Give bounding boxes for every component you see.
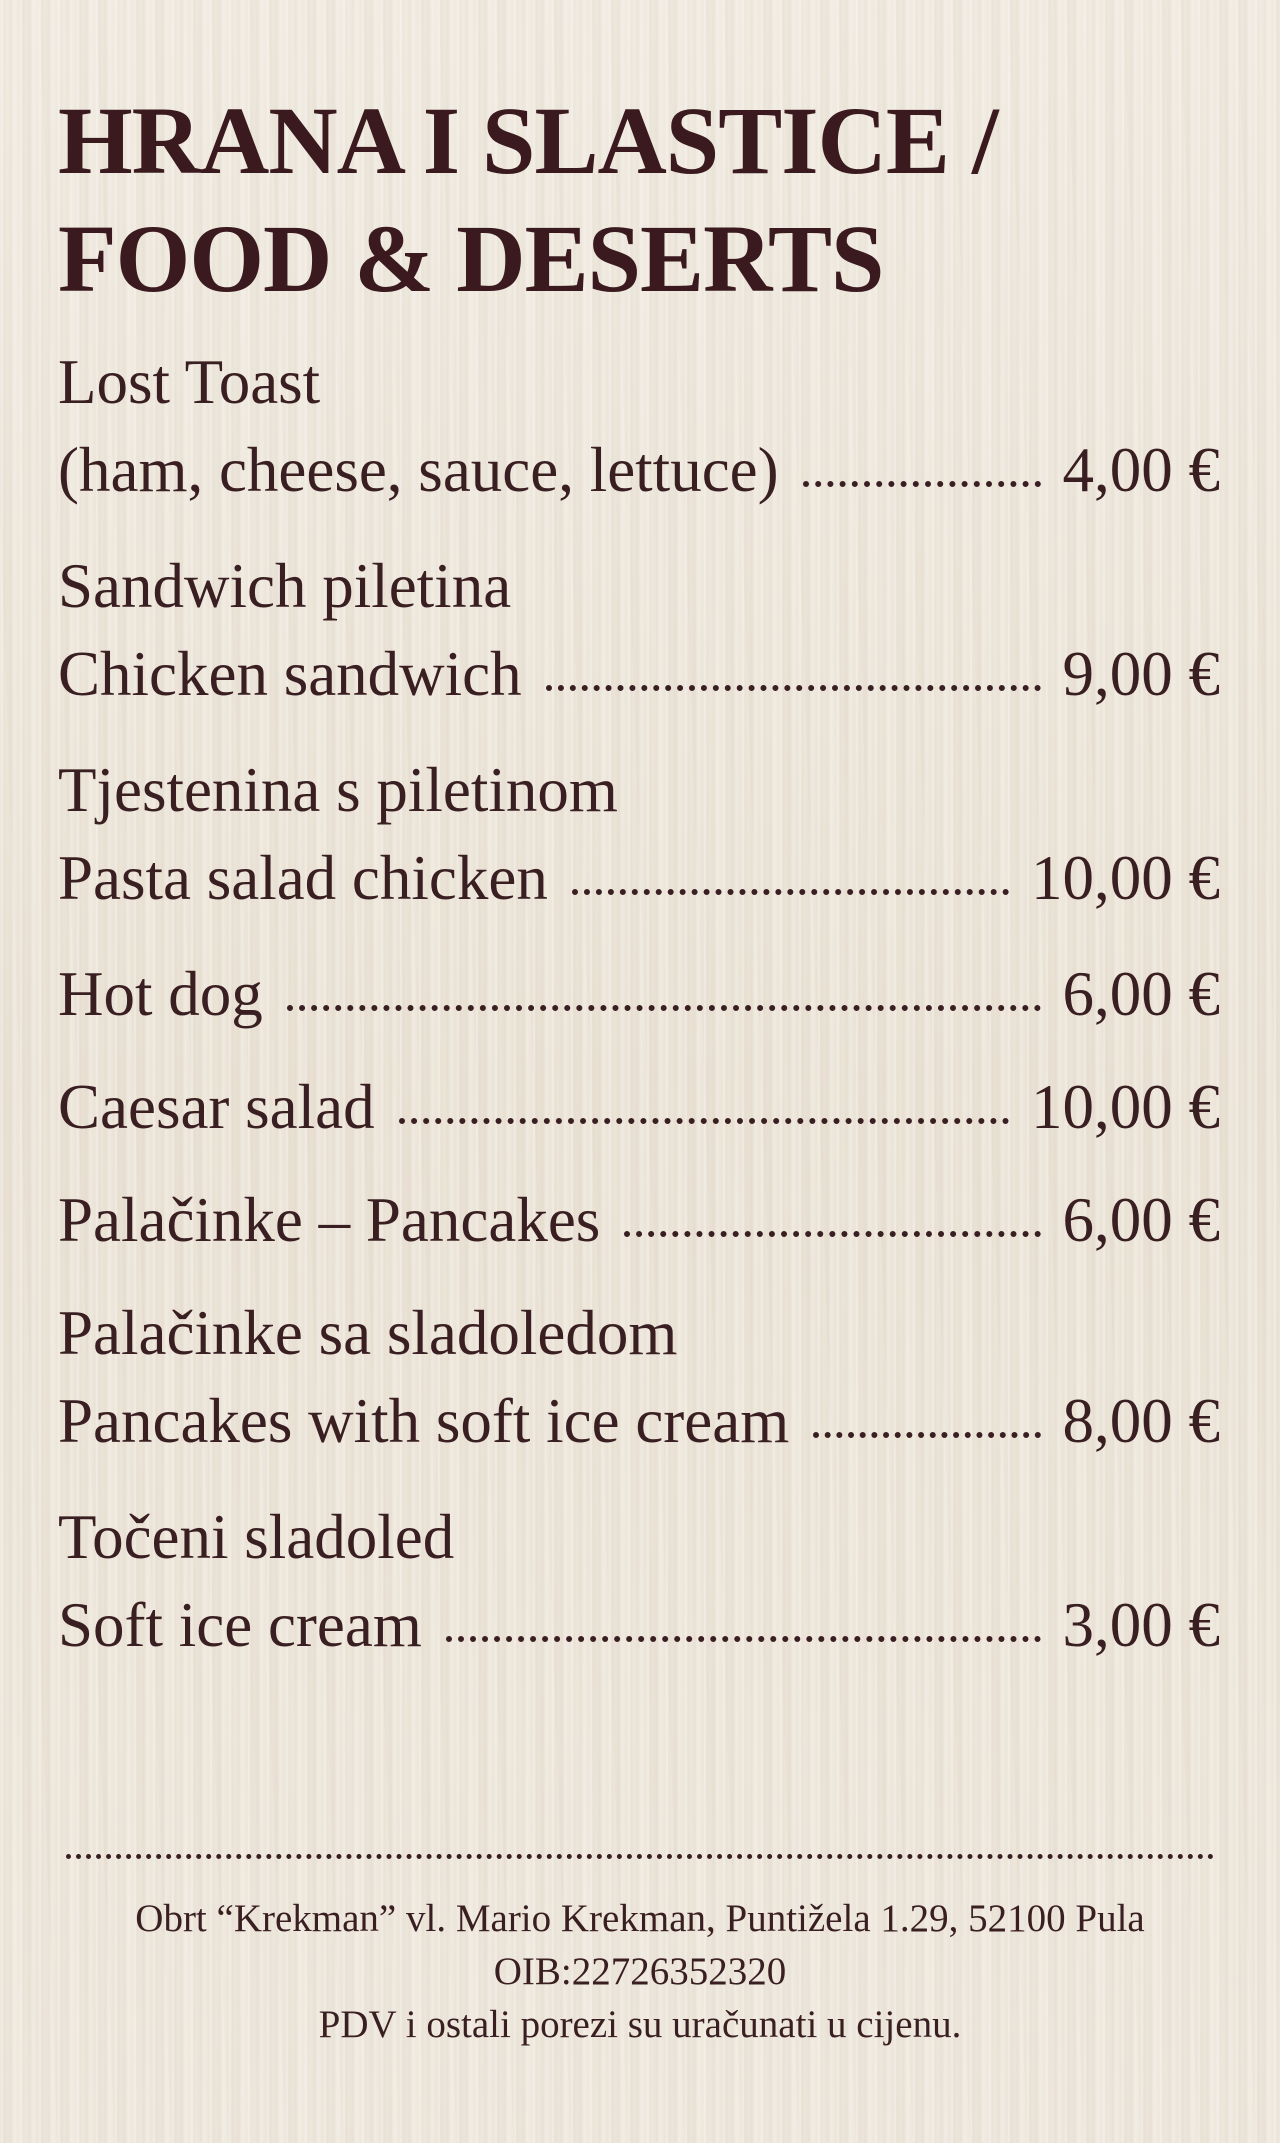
- dot-leader: [572, 889, 1009, 895]
- item-price: 10,00 €: [1031, 1072, 1220, 1142]
- item-name: Caesar salad: [58, 1072, 375, 1142]
- item-name-en: Soft ice cream: [58, 1590, 422, 1660]
- item-price: 6,00 €: [1062, 959, 1220, 1029]
- menu-list: [58, 338, 1220, 1697]
- menu-item-hot-dog: [58, 950, 1220, 1038]
- item-name-en: (ham, cheese, sauce, lettuce): [58, 435, 779, 505]
- item-name-en: Pancakes with soft ice cream: [58, 1386, 790, 1456]
- item-price: 10,00 €: [1031, 843, 1220, 913]
- dot-leader: [803, 481, 1041, 487]
- item-name-hr: Palačinke sa sladoledom: [58, 1298, 678, 1368]
- item-price: 6,00 €: [1062, 1185, 1220, 1255]
- item-price: 3,00 €: [1062, 1590, 1220, 1660]
- item-name-en: Pasta salad chicken: [58, 843, 548, 913]
- menu-title: [58, 82, 998, 318]
- item-name: Palačinke – Pancakes: [58, 1185, 601, 1255]
- item-name-hr: Točeni sladoled: [58, 1502, 455, 1572]
- menu-item-caesar-salad: [58, 1063, 1220, 1151]
- menu-title-line-1: HRANA I SLASTICE /: [58, 87, 998, 194]
- menu-item-pasta-salad: [58, 746, 1220, 922]
- footer-oib: OIB:22726352320: [493, 1950, 787, 1993]
- dot-leader: [546, 685, 1041, 691]
- item-name-hr: Sandwich piletina: [58, 551, 512, 621]
- dot-leader: [813, 1432, 1040, 1438]
- footer: [40, 1892, 1240, 2051]
- item-row: [58, 630, 1220, 718]
- menu-item-pancakes: [58, 1176, 1220, 1264]
- menu-item-soft-ice-cream: [58, 1493, 1220, 1669]
- menu-item-lost-toast: [58, 338, 1220, 514]
- item-name: Hot dog: [58, 959, 263, 1029]
- footer-divider: [66, 1854, 1214, 1859]
- menu-item-pancakes-ice-cream: [58, 1289, 1220, 1465]
- item-price: 9,00 €: [1062, 639, 1220, 709]
- item-name-hr: Lost Toast: [58, 347, 321, 417]
- item-row: [58, 1176, 1220, 1264]
- dot-leader: [287, 1005, 1041, 1011]
- dot-leader: [446, 1636, 1041, 1642]
- item-row: [58, 426, 1220, 514]
- footer-business-address: Obrt “Krekman” vl. Mario Krekman, Puntižela 1.29, 52100 Pula: [135, 1897, 1145, 1940]
- item-row: [58, 1377, 1220, 1465]
- item-row: [58, 834, 1220, 922]
- item-row: [58, 950, 1220, 1038]
- footer-tax-note: PDV i ostali porezi su uračunati u cijenu.: [318, 2003, 962, 2046]
- item-row: [58, 1581, 1220, 1669]
- item-name-hr: Tjestenina s piletinom: [58, 755, 618, 825]
- menu-title-line-2: FOOD & DESERTS: [58, 205, 884, 312]
- item-price: 4,00 €: [1062, 435, 1220, 505]
- dot-leader: [399, 1118, 1009, 1124]
- menu-item-chicken-sandwich: [58, 542, 1220, 718]
- item-row: [58, 1063, 1220, 1151]
- item-price: 8,00 €: [1062, 1386, 1220, 1456]
- dot-leader: [624, 1231, 1040, 1237]
- item-name-en: Chicken sandwich: [58, 639, 522, 709]
